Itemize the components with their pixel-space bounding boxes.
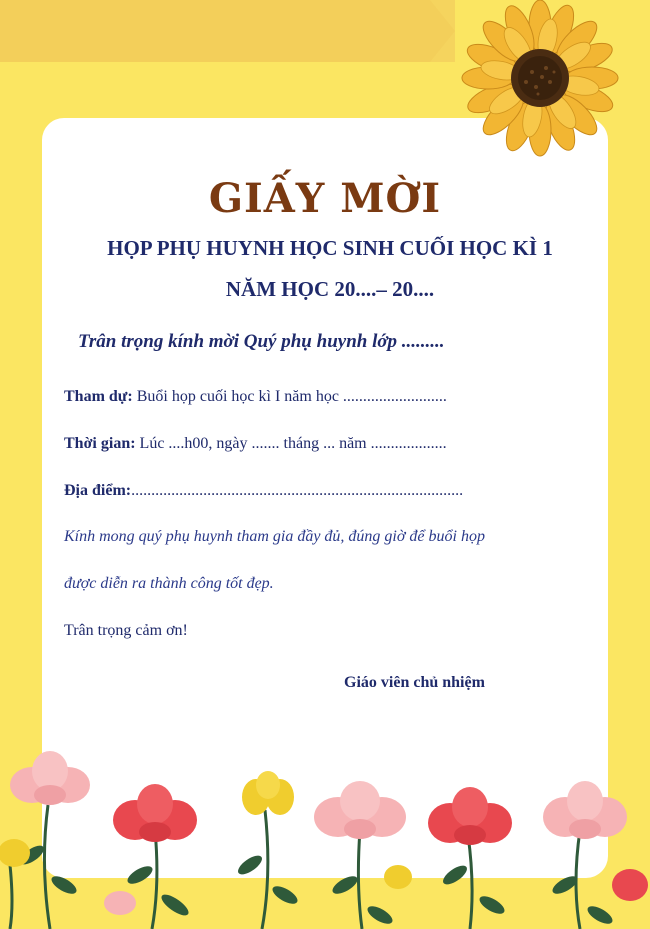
note-line1: Kính mong quý phụ huynh tham gia đầy đủ, đúng giờ để buổi họp bbox=[64, 528, 485, 545]
place-value: ................................................................................... bbox=[131, 482, 464, 499]
attend-label: Tham dự: bbox=[64, 388, 133, 405]
place-label: Địa điểm: bbox=[64, 482, 132, 499]
subtitle-line2: NĂM HỌC 20....– 20.... bbox=[225, 277, 435, 301]
greeting: Trân trọng kính mời Quý phụ huynh lớp ......... bbox=[78, 331, 445, 352]
time-label: Thời gian: bbox=[64, 435, 136, 452]
thanks-text: Trân trọng cảm ơn! bbox=[64, 622, 188, 639]
sunflower-icon bbox=[448, 0, 628, 160]
time-value: Lúc ....h00, ngày ....... tháng ... năm ................... bbox=[135, 435, 447, 452]
attend-value: Buổi họp cuối học kì I năm học .......................... bbox=[132, 388, 447, 405]
time-row bbox=[64, 435, 447, 453]
place-row bbox=[64, 482, 463, 500]
flower-garden-icon bbox=[0, 735, 650, 929]
signature: Giáo viên chủ nhiệm bbox=[344, 674, 485, 691]
page-title: GIẤY MỜI bbox=[208, 175, 442, 222]
subtitle-line1: HỌP PHỤ HUYNH HỌC SINH CUỐI HỌC KÌ 1 bbox=[107, 236, 553, 260]
note-line2: được diễn ra thành công tốt đẹp. bbox=[64, 575, 274, 592]
top-ribbon bbox=[0, 0, 455, 62]
attend-row bbox=[64, 388, 447, 406]
